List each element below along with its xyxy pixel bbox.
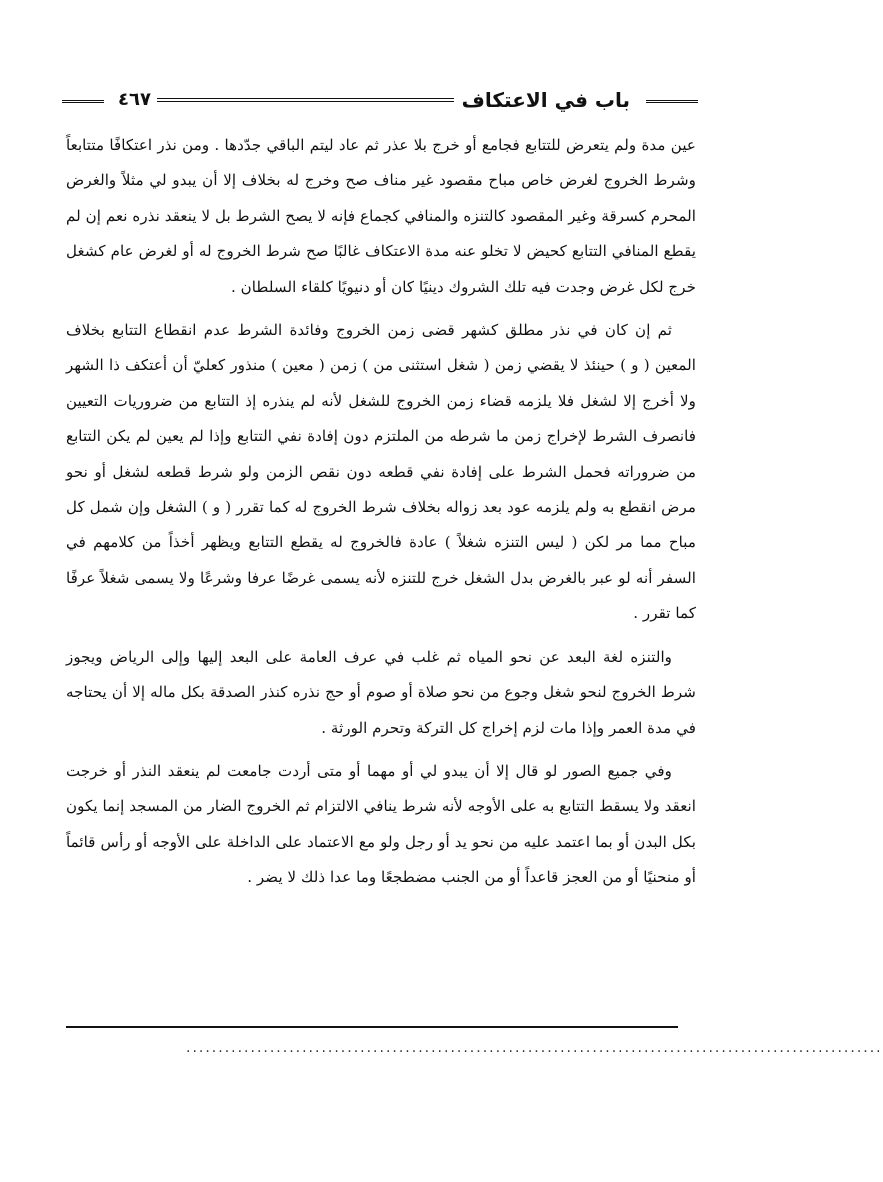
paragraph-1: عين مدة ولم يتعرض للتتابع فجامع أو خرج بلا عذر ثم عاد ليتم الباقي جدّدها . ومن نذر اعتكافًا متتابعاً وشرط الخروج لغرض خاص مباح مقصود غير مناف صح وخرج له بخلاف إلا أن يبدو لي مثلاً والغرض المحرم كسرقة وغير المقصود كالتنزه والمنافي كجماع فإنه لا يصح الشرط بل لا ينعقد نذره نعم إن لم يقطع المنافي التتابع كحيض لا تخلو عنه مدة الاعتكاف غالبًا صح شرط الخروج له أو لغرض عام كشغل خرج لكل غرض وجدت فيه تلك الشروك دينيًا كان أو دنيويًا كلقاء السلطان . (66, 136, 696, 296)
paragraph-2: ثم إن كان في نذر مطلق كشهر قضى زمن الخروج وفائدة الشرط عدم انقطاع التتابع بخلاف المعين ( و ) حينئذ لا يقضي زمن ( شغل استثنى من ) زمن ( معين ) منذور كعليّ أن أعتكف ذا الشهر ولا أخرج إلا لشغل فلا يلزمه قضاء زمن الخروج للشغل لأنه لم ينذره إذ التتابع من ضروريات التعيين فانصرف الشرط لإخراج زمن ما شرطه من الملتزم دون إفادة نفي التتابع وإذا لم يعين لم يكن التتابع من ضروراته فحمل الشرط على إفادة نفي قطعه دون نقص الزمن ولو شرط قطعه لشغل أو نحو مرض انقطع به ولم يلزمه عود بعد زواله بخلاف شرط الخروج له كما تقرر ( و ) الشغل وإن شمل كل مباح مما مر لكن ( ليس التنزه شغلاً ) عادة فالخروج له يقطع التتابع ويظهر أخذاً من كلامهم في السفر أنه لو عبر بالغرض بدل الشغل خرج للتنزه لأنه يسمى غرضًا عرفا وشرعًا ولا يسمى شغلاً عرفًا كما تقرر . (66, 321, 696, 623)
paragraph-4: وفي جميع الصور لو قال إلا أن يبدو لي أو مهما أو متى أردت جامعت لم ينعقد النذر أو خرجت انعقد ولا يسقط التتابع به على الأوجه لأنه شرط ينافي الالتزام ثم الخروج الضار من المسجد إنما يكون بكل البدن أو بما اعتمد عليه من نحو يد أو رجل ولو مع الاعتماد على الداخلة على الأوجه أو رأس قائماً أو منحنيًا أو من العجز قاعداً أو من الجنب مضطجعًا وما عدا ذلك لا يضر . (66, 761, 696, 887)
main-text (66, 128, 696, 904)
running-header (62, 86, 698, 116)
header-ornament-right (646, 100, 698, 103)
footnote-dotted-line: ............................................................................................................ (186, 1040, 883, 1056)
header-ornament-left (62, 100, 104, 103)
chapter-title: باب في الاعتكاف (454, 86, 638, 114)
footnote-separator (66, 1026, 678, 1028)
page-number: ٤٦٧ (112, 86, 157, 114)
header-rule (140, 98, 478, 102)
paragraph-3: والتنزه لغة البعد عن نحو المياه ثم غلب في عرف العامة على البعد إليها وإلى الرياض ويجوز شرط الخروج لنحو شغل وجوع من نحو صلاة أو صوم أو حج نذره كنذر الصدقة بكل ماله إلا أن يحتاجه في مدة العمر وإذا مات لزم إخراج كل التركة وتحرم الورثة . (66, 647, 696, 737)
